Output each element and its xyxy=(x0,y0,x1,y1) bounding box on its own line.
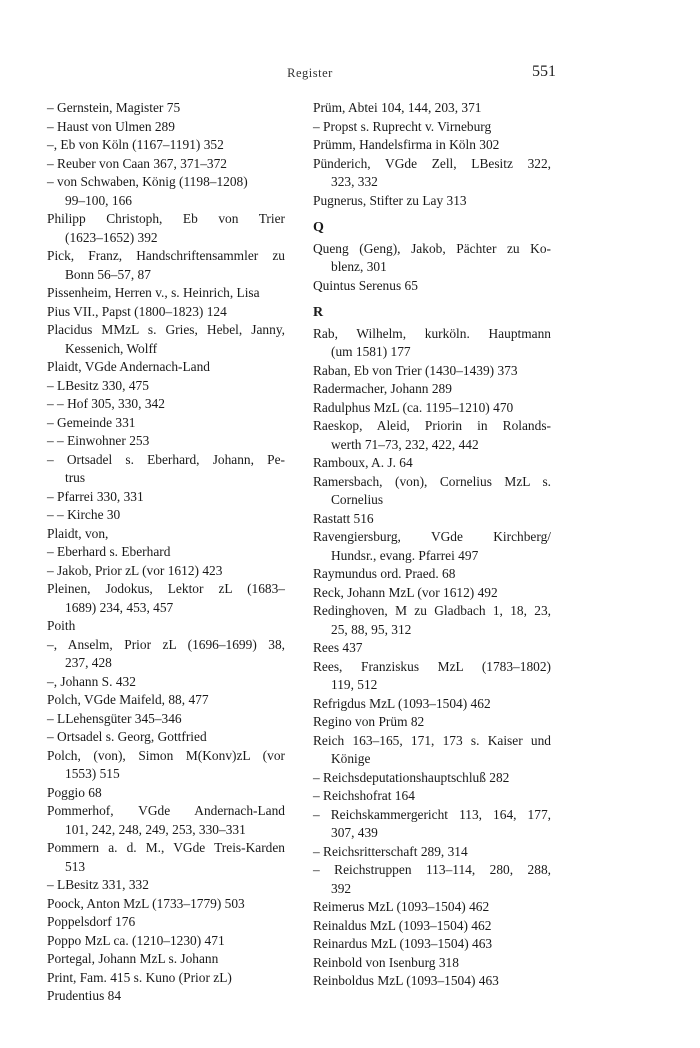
index-entry-continuation: 119, 512 xyxy=(331,677,378,692)
index-entry-continuation: werth 71–73, 232, 422, 442 xyxy=(331,436,479,452)
index-entry-line: Rastatt 516 xyxy=(313,510,374,526)
index-entry xyxy=(47,950,285,969)
index-entry-line: Print, Fam. 415 s. Kuno (Prior zL) xyxy=(47,969,232,985)
index-entry-line: Reinaldus MzL (1093–1504) 462 xyxy=(313,917,492,933)
index-entry xyxy=(47,488,285,507)
index-entry-line: Redinghoven, M zu Gladbach 1, 18, 23, xyxy=(313,603,551,618)
index-entry-line: – Reichsritterschaft 289, 314 xyxy=(313,843,468,859)
index-entry-continuation: (um 1581) 177 xyxy=(331,344,411,359)
index-entry-line: Prüm, Abtei 104, 144, 203, 371 xyxy=(313,100,482,115)
index-column-left xyxy=(47,99,285,1006)
index-entry xyxy=(313,99,551,118)
index-entry xyxy=(47,876,285,895)
index-entry-line: Reinbold von Isenburg 318 xyxy=(313,954,459,970)
index-entry xyxy=(47,987,285,1006)
index-entry xyxy=(47,525,285,544)
index-entry xyxy=(47,784,285,803)
index-entry-line: –, Johann S. 432 xyxy=(47,673,136,689)
index-entry-continuation: 237, 428 xyxy=(65,655,112,670)
index-entry xyxy=(47,118,285,137)
index-entry-line: – Gemeinde 331 xyxy=(47,414,136,430)
index-entry-line: – Propst s. Ruprecht v. Virneburg xyxy=(313,118,492,134)
index-entry-line: – Reuber von Caan 367, 371–372 xyxy=(47,155,228,171)
index-entry-line: – Gernstein, Magister 75 xyxy=(47,100,181,115)
index-entry xyxy=(313,473,551,510)
index-entry xyxy=(313,917,551,936)
index-entry-line: Poppo MzL ca. (1210–1230) 471 xyxy=(47,932,225,948)
index-entry xyxy=(47,895,285,914)
index-entry-line: Plaidt, VGde Andernach-Land xyxy=(47,359,211,374)
index-entry-line: – LBesitz 330, 475 xyxy=(47,377,149,393)
index-entry-line: Pugnerus, Stifter zu Lay 313 xyxy=(313,192,467,208)
index-entry-line: Pick, Franz, Handschriftensammler zu xyxy=(47,248,285,263)
header-title: Register xyxy=(287,66,333,80)
index-entry xyxy=(313,565,551,584)
index-entry-line: Poppelsdorf 176 xyxy=(47,914,136,929)
index-entry-line: – Haust von Ulmen 289 xyxy=(47,118,175,134)
index-entry-line: Radermacher, Johann 289 xyxy=(313,381,452,396)
index-entry-line: – Reichskammergericht 113, 164, 177, xyxy=(313,806,551,822)
index-entry-continuation: Hundsr., evang. Pfarrei 497 xyxy=(331,547,479,563)
index-entry-line: Placidus MMzL s. Gries, Hebel, Janny, xyxy=(47,322,285,337)
index-entry-line: – – Kirche 30 xyxy=(47,507,121,522)
index-entry-continuation: trus xyxy=(65,470,86,485)
index-entry xyxy=(47,802,285,839)
index-entry-line: Plaidt, von, xyxy=(47,525,109,541)
index-entry xyxy=(313,277,551,296)
index-entry xyxy=(313,192,551,211)
index-entry xyxy=(47,414,285,433)
index-entry xyxy=(313,584,551,603)
index-entry-continuation: 1553) 515 xyxy=(65,766,120,781)
index-entry-line: Ravengiersburg, VGde Kirchberg/ xyxy=(313,529,551,544)
index-entry xyxy=(313,240,551,277)
index-entry-line: – Reichstruppen 113–114, 280, 288, xyxy=(313,862,551,877)
index-entry-line: – – Einwohner 253 xyxy=(47,433,150,448)
index-entry-continuation: 1689) 234, 453, 457 xyxy=(65,599,174,615)
index-entry-line: Pissenheim, Herren v., s. Heinrich, Lisa xyxy=(47,285,260,300)
index-entry-continuation: 25, 88, 95, 312 xyxy=(331,621,412,637)
index-entry-line: Portegal, Johann MzL s. Johann xyxy=(47,951,219,966)
index-entry xyxy=(47,506,285,525)
index-entry-line: Pius VII., Papst (1800–1823) 124 xyxy=(47,303,227,319)
index-entry xyxy=(47,691,285,710)
index-entry-line: Quintus Serenus 65 xyxy=(313,277,418,293)
index-entry-line: Polch, VGde Maifeld, 88, 477 xyxy=(47,692,209,707)
index-entry xyxy=(47,543,285,562)
index-entry-continuation: Bonn 56–57, 87 xyxy=(65,266,151,282)
index-entry-line: Polch, (von), Simon M(Konv)zL (vor xyxy=(47,747,285,763)
index-entry xyxy=(313,769,551,788)
index-entry xyxy=(47,913,285,932)
index-entry-line: Raban, Eb von Trier (1430–1439) 373 xyxy=(313,362,518,378)
index-entry xyxy=(47,710,285,729)
index-entry-line: Pommerhof, VGde Andernach-Land xyxy=(47,803,285,818)
index-entry xyxy=(47,747,285,784)
index-entry xyxy=(313,806,551,843)
index-entry-continuation: 101, 242, 248, 249, 253, 330–331 xyxy=(65,821,246,837)
index-entry-line: Ramboux, A. J. 64 xyxy=(313,455,413,470)
index-entry-line: – Pfarrei 330, 331 xyxy=(47,488,144,504)
index-entry-continuation: 323, 332 xyxy=(331,174,378,189)
index-entry-line: Ramersbach, (von), Cornelius MzL s. xyxy=(313,473,551,489)
index-entry xyxy=(313,380,551,399)
index-entry xyxy=(313,362,551,381)
index-entry-line: Radulphus MzL (ca. 1195–1210) 470 xyxy=(313,399,514,415)
index-entry-line: Raymundus ord. Praed. 68 xyxy=(313,566,456,581)
index-entry xyxy=(47,969,285,988)
index-entry xyxy=(47,673,285,692)
index-entry-line: Pünderich, VGde Zell, LBesitz 322, xyxy=(313,155,551,171)
index-entry xyxy=(313,732,551,769)
index-entry xyxy=(313,155,551,192)
index-entry xyxy=(313,136,551,155)
index-entry xyxy=(47,247,285,284)
index-entry-continuation: Kessenich, Wolff xyxy=(65,340,158,356)
index-entry xyxy=(313,399,551,418)
index-entry xyxy=(47,839,285,876)
index-entry xyxy=(313,861,551,898)
index-entry-continuation: 99–100, 166 xyxy=(65,192,132,208)
index-entry-continuation: 513 xyxy=(65,858,86,874)
index-entry-line: Reinardus MzL (1093–1504) 463 xyxy=(313,936,493,951)
index-entry xyxy=(313,118,551,137)
index-entry xyxy=(47,303,285,322)
index-entry xyxy=(313,695,551,714)
index-entry-continuation: 392 xyxy=(331,880,352,896)
index-entry xyxy=(47,136,285,155)
index-entry xyxy=(313,972,551,991)
index-entry-line: Reich 163–165, 171, 173 s. Kaiser und xyxy=(313,732,551,748)
page-number: 551 xyxy=(532,63,556,80)
index-entry xyxy=(313,713,551,732)
index-entry-line: –, Eb von Köln (1167–1191) 352 xyxy=(47,137,224,152)
index-entry-line: Pommern a. d. M., VGde Treis-Karden xyxy=(47,840,285,855)
index-entry xyxy=(47,636,285,673)
index-entry xyxy=(47,210,285,247)
index-entry xyxy=(313,787,551,806)
index-entry xyxy=(313,843,551,862)
index-entry xyxy=(47,284,285,303)
index-entry-line: – LLehensgüter 345–346 xyxy=(47,710,182,726)
index-entry xyxy=(47,321,285,358)
index-entry-line: –, Anselm, Prior zL (1696–1699) 38, xyxy=(47,636,285,652)
index-entry xyxy=(47,580,285,617)
index-entry xyxy=(47,728,285,747)
index-entry-line: Rees 437 xyxy=(313,640,363,655)
index-entry-line: Prudentius 84 xyxy=(47,988,122,1003)
index-entry xyxy=(313,639,551,658)
index-entry xyxy=(313,898,551,917)
index-entry xyxy=(47,932,285,951)
index-entry-line: Rees, Franziskus MzL (1783–1802) xyxy=(313,658,551,674)
index-entry-line: Reck, Johann MzL (vor 1612) 492 xyxy=(313,584,498,600)
index-entry xyxy=(47,617,285,636)
index-entry-line: – Reichshofrat 164 xyxy=(313,788,415,803)
index-letter-heading: Q xyxy=(313,220,324,235)
index-entry-line: – Jakob, Prior zL (vor 1612) 423 xyxy=(47,562,223,578)
index-entry-continuation: blenz, 301 xyxy=(331,259,387,274)
index-entry-continuation: Cornelius xyxy=(331,492,384,507)
index-entry xyxy=(47,155,285,174)
index-entry-line: – Ortsadel s. Georg, Gottfried xyxy=(47,729,207,744)
index-entry xyxy=(313,510,551,529)
index-entry xyxy=(47,432,285,451)
index-entry-line: – Ortsadel s. Eberhard, Johann, Pe- xyxy=(47,451,285,467)
index-entry xyxy=(313,417,551,454)
index-entry xyxy=(313,528,551,565)
index-entry-continuation: 307, 439 xyxy=(331,825,378,840)
index-entry xyxy=(313,658,551,695)
index-entry xyxy=(47,395,285,414)
index-entry-line: Regino von Prüm 82 xyxy=(313,714,425,729)
index-entry xyxy=(47,173,285,210)
index-entry-line: – – Hof 305, 330, 342 xyxy=(47,396,165,411)
index-entry-continuation: (1623–1652) 392 xyxy=(65,229,158,245)
index-entry-line: Refrigdus MzL (1093–1504) 462 xyxy=(313,695,491,711)
index-entry-line: – von Schwaben, König (1198–1208) xyxy=(47,174,248,189)
index-entry-line: Poock, Anton MzL (1733–1779) 503 xyxy=(47,895,245,911)
index-letter-heading: R xyxy=(313,305,324,320)
index-entry xyxy=(313,954,551,973)
index-entry xyxy=(313,325,551,362)
index-entry-line: Rab, Wilhelm, kurköln. Hauptmann xyxy=(313,325,551,341)
index-entry-line: – Reichsdeputationshauptschluß 282 xyxy=(313,769,510,785)
index-entry-line: Queng (Geng), Jakob, Pächter zu Ko- xyxy=(313,240,551,256)
index-entry-line: Prümm, Handelsfirma in Köln 302 xyxy=(313,137,500,152)
index-column-right xyxy=(313,99,551,991)
index-entry-line: Philipp Christoph, Eb von Trier xyxy=(47,211,285,226)
index-entry xyxy=(47,562,285,581)
index-entry-line: Pleinen, Jodokus, Lektor zL (1683– xyxy=(47,581,285,596)
index-entry-line: – Eberhard s. Eberhard xyxy=(47,544,171,559)
index-entry-line: Reinboldus MzL (1093–1504) 463 xyxy=(313,973,499,988)
index-entry-line: Poggio 68 xyxy=(47,784,102,800)
index-entry xyxy=(313,935,551,954)
index-entry-line: Raeskop, Aleid, Priorin in Rolands- xyxy=(313,418,551,433)
index-entry xyxy=(47,99,285,118)
index-entry xyxy=(47,451,285,488)
index-entry-line: Poith xyxy=(47,618,76,633)
index-entry-continuation: Könige xyxy=(331,751,371,766)
index-entry xyxy=(313,602,551,639)
index-entry xyxy=(47,377,285,396)
index-entry-line: – LBesitz 331, 332 xyxy=(47,877,149,892)
index-entry xyxy=(47,358,285,377)
index-entry-line: Reimerus MzL (1093–1504) 462 xyxy=(313,899,490,914)
index-entry xyxy=(313,454,551,473)
